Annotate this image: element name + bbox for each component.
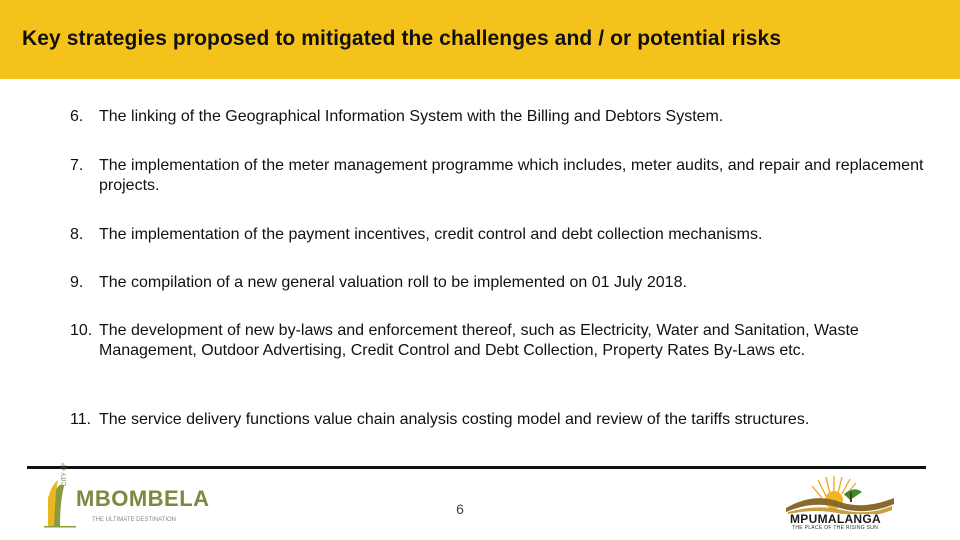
item-text: The development of new by-laws and enforcement thereof, such as Electricity, Water and Sanitation, Waste Management, Outdoor Advertising, Credit Control and Debt Collection, Property Rates By-Laws etc. (99, 322, 859, 359)
slide-title: Key strategies proposed to mitigated the challenges and / or potential risks (22, 27, 782, 50)
mpumalanga-wordmark: MPUMALANGA (790, 512, 881, 526)
mpumalanga-logo (784, 474, 896, 534)
item-number: 8. (70, 226, 84, 243)
item-text: The implementation of the meter management programme which includes, meter audits, and repair and replacement projects. (99, 157, 924, 194)
item-number: 6. (70, 108, 84, 125)
rising-sun-emblem-icon (784, 474, 896, 514)
item-text: The linking of the Geographical Information System with the Billing and Debtors System. (99, 108, 724, 125)
list-item (70, 107, 930, 127)
item-number: 10. (70, 322, 93, 339)
mpumalanga-tagline: THE PLACE OF THE RISING SUN (792, 525, 879, 531)
footer-divider (27, 466, 926, 469)
list-item (70, 156, 930, 196)
item-number: 7. (70, 157, 84, 174)
list-item (70, 225, 930, 245)
mbombela-tagline: THE ULTIMATE DESTINATION (92, 517, 177, 523)
item-number: 11. (70, 411, 92, 428)
list-item (70, 273, 930, 293)
list-item (70, 321, 930, 361)
item-text: The service delivery functions value chain analysis costing model and review of the tariffs structures. (99, 411, 810, 428)
item-text: The implementation of the payment incentives, credit control and debt collection mechanisms. (99, 226, 763, 243)
mbombela-wordmark: MBOMBELA (76, 486, 210, 511)
item-number: 9. (70, 274, 84, 291)
item-text: The compilation of a new general valuation roll to be implemented on 01 July 2018. (99, 274, 687, 291)
page-number: 6 (456, 501, 464, 517)
city-of-label: CITY OF (62, 462, 68, 486)
leaf-emblem-icon (40, 476, 80, 528)
list-item (70, 410, 930, 430)
title-bar (0, 0, 960, 79)
city-of-mbombela-logo (40, 462, 210, 530)
